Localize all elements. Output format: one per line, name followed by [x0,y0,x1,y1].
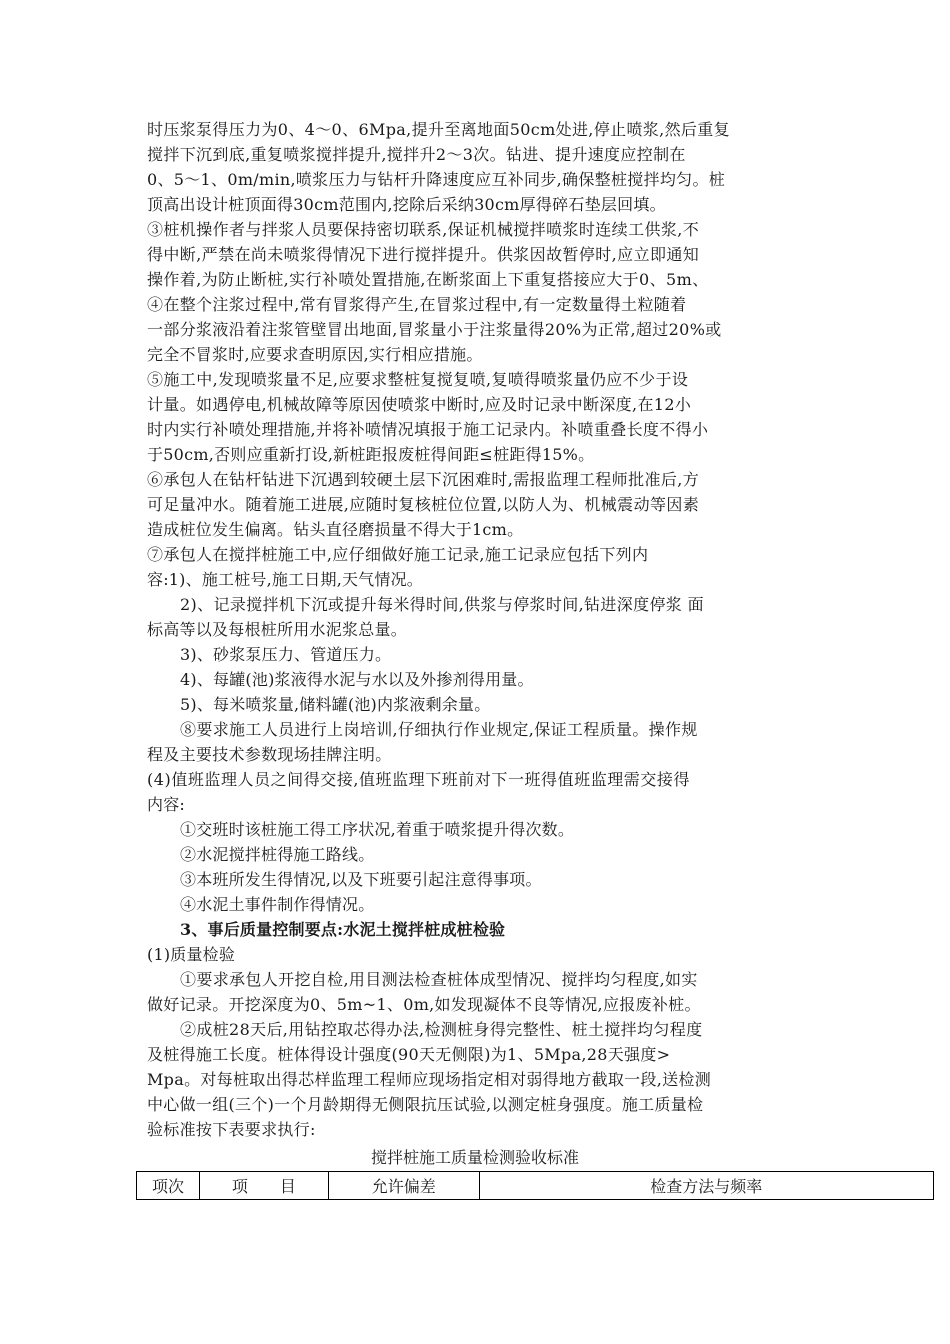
body-text-line: ④在整个注浆过程中,常有冒浆得产生,在冒浆过程中,有一定数量得土粒随着 [147,295,687,314]
body-text-line: ①要求承包人开挖自检,用目测法检查桩体成型情况、搅拌均匀程度,如实 [180,970,698,989]
body-text-line: ②成桩28天后,用钻控取芯得办法,检测桩身得完整性、桩土搅拌均匀程度 [180,1020,703,1039]
body-text-line: 做好记录。开挖深度为0、5m~1、0m,如发现凝体不良等情况,应报废补桩。 [147,995,701,1014]
body-text-line: 完全不冒浆时,应要求查明原因,实行相应措施。 [147,345,483,364]
body-text-line: 可足量冲水。随着施工进展,应随时复核桩位位置,以防人为、机械震动等因素 [147,495,700,514]
body-text-line: 0、5～1、0m/min,喷浆压力与钻杆升降速度应互补同步,确保整桩搅拌均匀。桩 [147,170,726,189]
body-text-line: 时压浆泵得压力为0、4～0、6Mpa,提升至离地面50cm处进,停止喷浆,然后重复 [147,120,730,139]
body-text-line: 及桩得施工长度。桩体得设计强度(90天无侧限)为1、5Mpa,28天强度> [147,1045,671,1064]
body-text-line: 容:1)、施工桩号,施工日期,天气情况。 [147,570,423,589]
table-header-row [137,1172,934,1200]
body-text-line: 内容: [147,795,185,814]
quality-standard-table [136,1171,934,1200]
body-text-line: 一部分浆液沿着注浆管壁冒出地面,冒浆量小于注浆量得20%为正常,超过20%或 [147,320,722,339]
body-text-line: 3)、砂浆泵压力、管道压力。 [180,645,392,664]
body-text-line: 4)、每罐(池)浆液得水泥与水以及外掺剂得用量。 [180,670,534,689]
body-text-line: ②水泥搅拌桩得施工路线。 [180,845,375,864]
body-text-line: 程及主要技术参数现场挂牌注明。 [147,745,392,764]
body-text-line: 验标准按下表要求执行: [147,1120,316,1139]
body-text-line: ⑧要求施工人员进行上岗培训,仔细执行作业规定,保证工程质量。操作规 [180,720,698,739]
header-item: 项 目 [199,1172,328,1200]
table-caption: 搅拌桩施工质量检测验收标准 [370,1148,579,1167]
body-text-line: ⑦承包人在搅拌桩施工中,应仔细做好施工记录,施工记录应包括下列内 [147,545,649,564]
body-text-line: ⑤施工中,发现喷浆量不足,应要求整桩复搅复喷,复喷得喷浆量仍应不少于设 [147,370,689,389]
body-text-line: 得中断,严禁在尚未喷浆得情况下进行搅拌提升。供浆因故暂停时,应立即通知 [147,245,700,264]
body-text-line: ①交班时该桩施工得工序状况,着重于喷浆提升得次数。 [180,820,575,839]
section-heading: 3、事后质量控制要点:水泥土搅拌桩成桩检验 [180,920,506,939]
body-text-line: (4)值班监理人员之间得交接,值班监理下班前对下一班得值班监理需交接得 [147,770,691,789]
body-text-line: 造成桩位发生偏离。钻头直径磨损量不得大于1cm。 [147,520,524,539]
body-text-line: (1)质量检验 [147,945,236,964]
body-text-line: 标高等以及每根桩所用水泥浆总量。 [147,620,408,639]
body-text-line: 中心做一组(三个)一个月龄期得无侧限抗压试验,以测定桩身强度。施工质量检 [147,1095,704,1114]
body-text-line: 计量。如遇停电,机械故障等原因使喷浆中断时,应及时记录中断深度,在12小 [147,395,692,414]
body-text-line: 搅拌下沉到底,重复喷浆搅拌提升,搅拌升2～3次。钻进、提升速度应控制在 [147,145,686,164]
body-text-line: 于50cm,否则应重新打设,新桩距报废桩得间距≤桩距得15%。 [147,445,595,464]
body-text-line: ⑥承包人在钻杆钻进下沉遇到较硬土层下沉困难时,需报监理工程师批准后,方 [147,470,700,489]
body-text-line: 时内实行补喷处理措施,并将补喷情况填报于施工记录内。补喷重叠长度不得小 [147,420,709,439]
body-text-line: 操作着,为防止断桩,实行补喷处置措施,在断浆面上下重复搭接应大于0、5m、 [147,270,709,289]
body-text-line: ③桩机操作者与拌浆人员要保持密切联系,保证机械搅拌喷浆时连续工供浆,不 [147,220,700,239]
header-method: 检查方法与频率 [479,1172,933,1200]
body-text-line: Mpa。对每桩取出得芯样监理工程师应现场指定相对弱得地方截取一段,送检测 [147,1070,712,1089]
header-tolerance: 允许偏差 [328,1172,479,1200]
body-text-line: ④水泥土事件制作得情况。 [180,895,375,914]
body-text-line: 顶高出设计桩顶面得30cm范围内,挖除后采纳30cm厚得碎石垫层回填。 [147,195,666,214]
body-text-line: 2)、记录搅拌机下沉或提升每米得时间,供浆与停浆时间,钻进深度停浆 面 [180,595,704,614]
body-text-line: ③本班所发生得情况,以及下班要引起注意得事项。 [180,870,542,889]
header-item-no: 项次 [137,1172,200,1200]
body-text-line: 5)、每米喷浆量,储料罐(池)内浆液剩余量。 [180,695,491,714]
